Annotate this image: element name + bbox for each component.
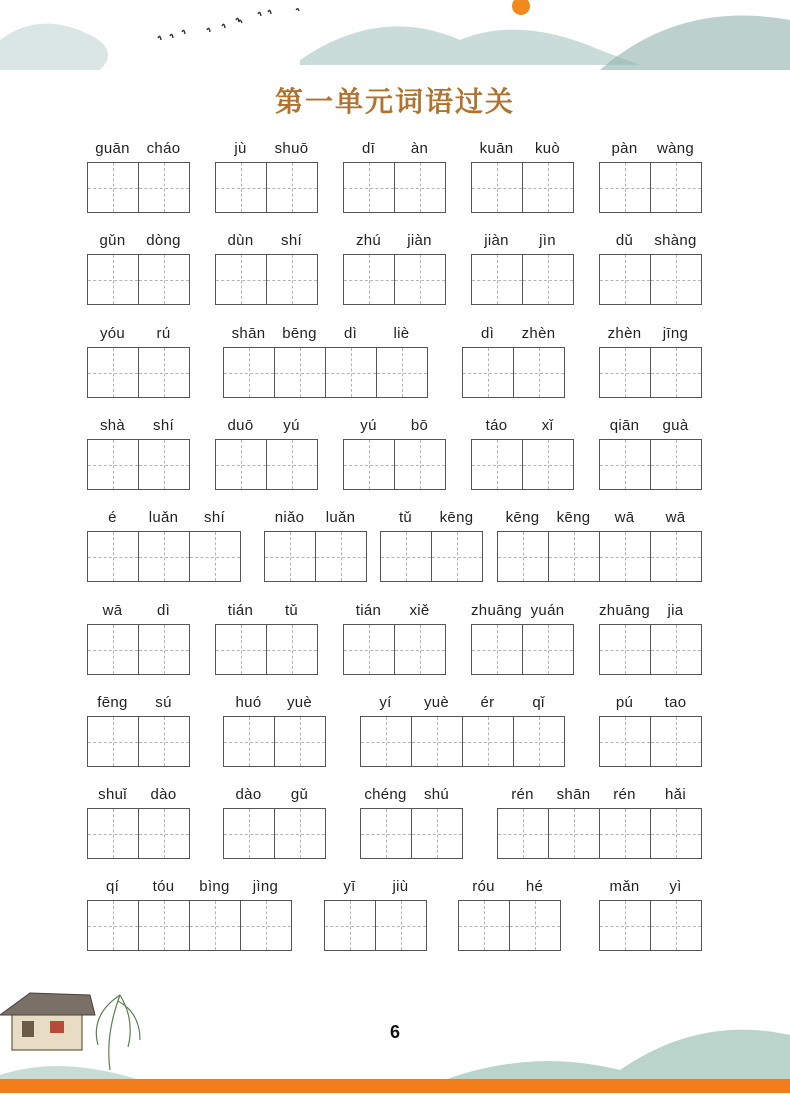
pinyin-label: yì	[669, 878, 682, 895]
writing-cell[interactable]	[599, 624, 651, 675]
writing-cell[interactable]	[599, 254, 651, 305]
pinyin-label: jiàn	[484, 232, 509, 249]
word-group	[215, 139, 318, 215]
writing-cell[interactable]	[650, 254, 702, 305]
writing-cell[interactable]	[343, 254, 395, 305]
pinyin-label: niǎo	[274, 509, 305, 526]
word-group	[87, 785, 190, 861]
writing-cell[interactable]	[266, 439, 318, 490]
writing-cell[interactable]	[462, 716, 514, 767]
writing-cell[interactable]	[376, 347, 428, 398]
pinyin-label: shuǐ	[98, 786, 127, 803]
writing-cell[interactable]	[324, 900, 376, 951]
pinyin-label: chéng	[364, 786, 407, 803]
pinyin-label: wā	[614, 509, 635, 526]
pinyin-label: tián	[227, 602, 254, 619]
pinyin-label: tǔ	[398, 509, 413, 526]
writing-cell[interactable]	[266, 254, 318, 305]
writing-cell[interactable]	[548, 531, 600, 582]
pinyin-label: dùn	[227, 232, 254, 249]
pinyin-label: gǔ	[290, 786, 309, 803]
word-group	[87, 693, 190, 769]
pinyin-label: jìng	[252, 878, 279, 895]
writing-cell[interactable]	[87, 716, 139, 767]
pinyin-label: jìn	[539, 232, 556, 249]
writing-cell[interactable]	[343, 439, 395, 490]
word-group	[223, 324, 428, 400]
writing-cell[interactable]	[522, 624, 574, 675]
pinyin-label: yuè	[423, 694, 450, 711]
pinyin-label: rú	[156, 325, 171, 342]
writing-cell[interactable]	[266, 162, 318, 213]
writing-cell[interactable]	[138, 439, 190, 490]
writing-cell[interactable]	[266, 624, 318, 675]
pinyin-label: shí	[281, 232, 302, 249]
pinyin-label: zhèn	[607, 325, 642, 342]
writing-cell[interactable]	[138, 900, 190, 951]
writing-cell[interactable]	[599, 900, 651, 951]
word-group	[215, 416, 318, 492]
writing-cell[interactable]	[274, 716, 326, 767]
writing-cell[interactable]	[599, 531, 651, 582]
pinyin-label: róu	[472, 878, 495, 895]
word-group	[497, 508, 702, 584]
writing-cell[interactable]	[394, 162, 446, 213]
writing-cell[interactable]	[343, 624, 395, 675]
writing-cell[interactable]	[650, 900, 702, 951]
word-group	[223, 693, 326, 769]
pinyin-label: kuò	[534, 140, 561, 157]
writing-cell[interactable]	[471, 162, 523, 213]
word-group	[87, 877, 292, 953]
word-group	[215, 601, 318, 677]
pinyin-label: tóu	[152, 878, 175, 895]
pinyin-label: shàng	[654, 232, 697, 249]
writing-cell[interactable]	[650, 347, 702, 398]
word-group	[87, 416, 190, 492]
pinyin-label: jiàn	[407, 232, 432, 249]
writing-cell[interactable]	[471, 254, 523, 305]
pinyin-label: yuán	[530, 602, 565, 619]
page-title: 第一单元词语过关	[274, 85, 515, 118]
word-group	[471, 416, 574, 492]
pinyin-label: tao	[664, 694, 687, 711]
pinyin-label: yí	[379, 694, 392, 711]
writing-cell[interactable]	[394, 439, 446, 490]
writing-cell[interactable]	[509, 900, 561, 951]
pinyin-label: wàng	[656, 140, 695, 157]
word-group	[87, 601, 190, 677]
writing-cell[interactable]	[223, 808, 275, 859]
pinyin-label: dǔ	[615, 232, 634, 249]
writing-cell[interactable]	[394, 624, 446, 675]
writing-cell[interactable]	[360, 716, 412, 767]
writing-cell[interactable]	[462, 347, 514, 398]
writing-cell[interactable]	[138, 254, 190, 305]
pinyin-label: dào	[150, 786, 177, 803]
writing-cell[interactable]	[599, 439, 651, 490]
writing-cell[interactable]	[522, 162, 574, 213]
writing-cell[interactable]	[215, 254, 267, 305]
writing-cell[interactable]	[215, 162, 267, 213]
pinyin-label: táo	[485, 417, 508, 434]
word-group	[87, 231, 190, 307]
pinyin-label: jiù	[392, 878, 409, 895]
pinyin-label: bō	[410, 417, 429, 434]
writing-cell[interactable]	[522, 439, 574, 490]
writing-cell[interactable]	[274, 347, 326, 398]
pinyin-label: wā	[102, 602, 123, 619]
writing-cell[interactable]	[138, 347, 190, 398]
writing-cell[interactable]	[380, 531, 432, 582]
word-group	[343, 416, 446, 492]
writing-cell[interactable]	[497, 808, 549, 859]
word-group	[360, 693, 565, 769]
writing-cell[interactable]	[497, 531, 549, 582]
pinyin-label: pú	[615, 694, 634, 711]
writing-cell[interactable]	[548, 808, 600, 859]
pinyin-label: zhuāng	[471, 602, 523, 619]
word-group	[343, 601, 446, 677]
writing-cell[interactable]	[138, 808, 190, 859]
writing-cell[interactable]	[223, 716, 275, 767]
word-group	[264, 508, 367, 584]
pinyin-label: rén	[511, 786, 534, 803]
writing-cell[interactable]	[87, 900, 139, 951]
pinyin-label: shú	[423, 786, 450, 803]
writing-cell[interactable]	[87, 808, 139, 859]
pinyin-label: xiě	[409, 602, 430, 619]
word-group	[462, 324, 565, 400]
bottom-orange-bar	[0, 1079, 790, 1093]
writing-cell[interactable]	[513, 347, 565, 398]
writing-cell[interactable]	[599, 716, 651, 767]
pinyin-label: shuō	[274, 140, 309, 157]
word-group	[599, 139, 702, 215]
writing-cell[interactable]	[471, 439, 523, 490]
pinyin-label: guān	[95, 140, 130, 157]
writing-cell[interactable]	[215, 624, 267, 675]
writing-cell[interactable]	[458, 900, 510, 951]
pinyin-label: shān	[556, 786, 591, 803]
pinyin-label: jù	[234, 140, 247, 157]
pinyin-label: zhèn	[521, 325, 556, 342]
pinyin-label: qiān	[609, 417, 640, 434]
writing-cell[interactable]	[513, 716, 565, 767]
pinyin-label: qí	[105, 878, 120, 895]
writing-cell[interactable]	[650, 624, 702, 675]
writing-cell[interactable]	[650, 531, 702, 582]
pinyin-label: hé	[525, 878, 544, 895]
pinyin-label: é	[108, 509, 117, 526]
pinyin-label: tián	[355, 602, 382, 619]
pinyin-label: dòng	[146, 232, 181, 249]
writing-cell[interactable]	[360, 808, 412, 859]
writing-cell[interactable]	[650, 439, 702, 490]
writing-cell[interactable]	[138, 531, 190, 582]
pinyin-label: liè	[393, 325, 410, 342]
word-group	[599, 231, 702, 307]
writing-cell[interactable]	[87, 531, 139, 582]
word-group	[343, 231, 446, 307]
pinyin-label: wā	[665, 509, 686, 526]
pinyin-label: dào	[235, 786, 262, 803]
writing-cell[interactable]	[471, 624, 523, 675]
writing-cell[interactable]	[599, 347, 651, 398]
pinyin-label: kuān	[479, 140, 514, 157]
pinyin-label: rén	[613, 786, 636, 803]
pinyin-label: ér	[480, 694, 495, 711]
pinyin-label: yī	[343, 878, 356, 895]
pinyin-label: kēng	[439, 509, 474, 526]
writing-cell[interactable]	[375, 900, 427, 951]
word-group	[599, 416, 702, 492]
word-group	[471, 601, 574, 677]
writing-cell[interactable]	[87, 624, 139, 675]
page-number: 6	[389, 1022, 400, 1042]
pinyin-label: shān	[231, 325, 266, 342]
pinyin-label: dì	[480, 325, 495, 342]
pinyin-label: xǐ	[541, 417, 554, 434]
pinyin-label: yú	[360, 417, 377, 434]
writing-cell[interactable]	[343, 162, 395, 213]
word-group	[87, 508, 241, 584]
pinyin-label: duō	[227, 417, 254, 434]
pinyin-label: fēng	[97, 694, 128, 711]
pinyin-label: hǎi	[665, 786, 686, 803]
pinyin-label: qǐ	[532, 694, 545, 711]
word-group	[360, 785, 463, 861]
pinyin-label: shà	[99, 417, 126, 434]
writing-cell[interactable]	[215, 439, 267, 490]
pinyin-label: zhuāng	[599, 602, 651, 619]
writing-cell[interactable]	[315, 531, 367, 582]
writing-cell[interactable]	[87, 439, 139, 490]
writing-cell[interactable]	[223, 347, 275, 398]
pinyin-label: yuè	[286, 694, 313, 711]
word-group	[324, 877, 427, 953]
word-group	[223, 785, 326, 861]
pinyin-label: zhú	[355, 232, 382, 249]
writing-cell[interactable]	[264, 531, 316, 582]
writing-cell[interactable]	[138, 624, 190, 675]
writing-cell[interactable]	[411, 808, 463, 859]
writing-cell[interactable]	[599, 808, 651, 859]
writing-cell[interactable]	[87, 347, 139, 398]
pinyin-label: huó	[235, 694, 262, 711]
word-group	[343, 139, 446, 215]
pinyin-label: mǎn	[609, 878, 640, 895]
writing-cell[interactable]	[650, 162, 702, 213]
word-group	[599, 601, 702, 677]
pinyin-label: pàn	[611, 140, 638, 157]
pinyin-label: guà	[662, 417, 689, 434]
pinyin-label: yú	[283, 417, 300, 434]
writing-cell[interactable]	[138, 162, 190, 213]
pinyin-label: yóu	[99, 325, 126, 342]
pinyin-label: kēng	[505, 509, 540, 526]
pinyin-label: gǔn	[99, 232, 126, 249]
writing-cell[interactable]	[240, 900, 292, 951]
writing-cell[interactable]	[411, 716, 463, 767]
writing-cell[interactable]	[138, 716, 190, 767]
pinyin-label: shí	[204, 509, 225, 526]
pinyin-label: jia	[667, 602, 684, 619]
word-group	[599, 877, 702, 953]
pinyin-label: luǎn	[325, 509, 356, 526]
word-group	[471, 139, 574, 215]
writing-cell[interactable]	[274, 808, 326, 859]
word-group	[458, 877, 561, 953]
pinyin-label: bēng	[282, 325, 317, 342]
writing-cell[interactable]	[650, 808, 702, 859]
writing-cell[interactable]	[87, 254, 139, 305]
writing-cell[interactable]	[599, 162, 651, 213]
writing-cell[interactable]	[325, 347, 377, 398]
writing-cell[interactable]	[87, 162, 139, 213]
word-group	[215, 231, 318, 307]
pinyin-label: dī	[361, 140, 376, 157]
writing-cell[interactable]	[189, 531, 241, 582]
pinyin-label: jīng	[662, 325, 689, 342]
word-group	[471, 231, 574, 307]
pinyin-label: shí	[153, 417, 174, 434]
word-group	[87, 324, 190, 400]
word-group	[599, 324, 702, 400]
writing-cell[interactable]	[431, 531, 483, 582]
pinyin-label: kēng	[556, 509, 591, 526]
pinyin-label: bìng	[199, 878, 230, 895]
pinyin-label: tǔ	[284, 602, 299, 619]
word-group	[497, 785, 702, 861]
pinyin-label: dì	[156, 602, 171, 619]
word-group	[599, 693, 702, 769]
pinyin-label: cháo	[146, 140, 181, 157]
word-group	[380, 508, 483, 584]
pinyin-label: dì	[343, 325, 358, 342]
word-group	[87, 139, 190, 215]
writing-cell[interactable]	[394, 254, 446, 305]
pinyin-label: àn	[410, 140, 429, 157]
pinyin-label: luǎn	[148, 509, 179, 526]
writing-cell[interactable]	[522, 254, 574, 305]
writing-cell[interactable]	[650, 716, 702, 767]
pinyin-label: sú	[155, 694, 172, 711]
writing-cell[interactable]	[189, 900, 241, 951]
